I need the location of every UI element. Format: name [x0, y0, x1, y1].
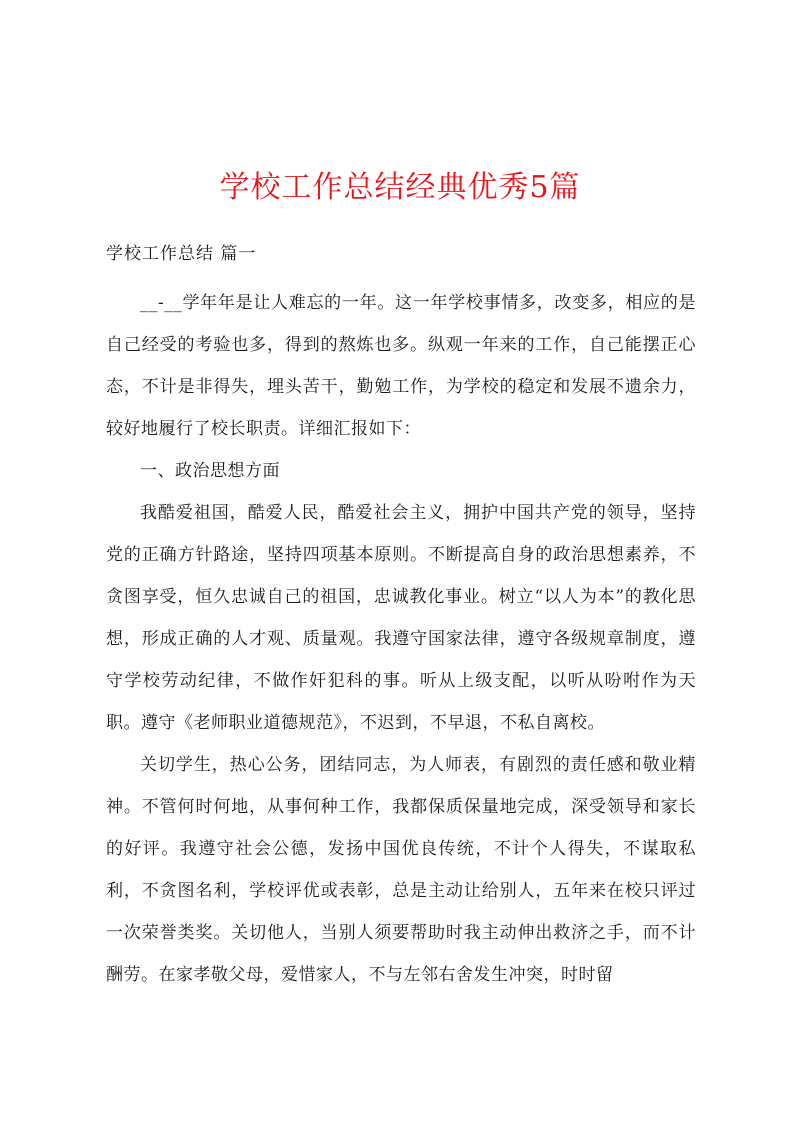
document-body: [106, 282, 696, 996]
paragraph-political: 我酷爱祖国，酷爱人民，酷爱社会主义，拥护中国共产党的领导，坚持党的正确方针路途，坚持四项基本原则。不断提高自身的政治思想素养，不贪图享受，恒久忠诚自己的祖国，忠诚教化事业。树立“以人为本”的教化思想，形成正确的人才观、质量观。我遵守国家法律，遵守各级规章制度，遵守学校劳动纪律，不做作奸犯科的事。听从上级支配，以听从吩咐作为天职。遵守《老师职业道德规范》，不迟到，不早退，不私自离校。: [106, 503, 696, 733]
document-title: 学校工作总结经典优秀5篇: [219, 170, 581, 205]
paragraph-care: 关切学生，热心公务，团结同志，为人师表，有剧烈的责任感和敬业精神。不管何时何地，从事何种工作，我都保质保量地完成，深受领导和家长的好评。我遵守社会公德，发扬中国优良传统，不计个人得失，不谋取私利，不贪图名利，学校评优或表彰，总是主动让给别人，五年来在校只评过一次荣誉类奖。关切他人，当别人须要帮助时我主动伸出救济之手，而不计酬劳。在家孝敬父母，爱惜家人，不与左邻右舍发生冲突，时时留: [106, 755, 696, 985]
section-heading: 学校工作总结 篇一: [106, 244, 257, 264]
paragraph-intro: __-__学年年是让人难忘的一年。这一年学校事情多，改变多，相应的是自己经受的考验也多，得到的熬炼也多。纵观一年来的工作，自己能摆正心态，不计是非得失，埋头苦干，勤勉工作，为学校的稳定和发展不遗余力，较好地履行了校长职责。详细汇报如下：: [106, 293, 696, 439]
subheading-political: 一、政治思想方面: [140, 461, 280, 481]
